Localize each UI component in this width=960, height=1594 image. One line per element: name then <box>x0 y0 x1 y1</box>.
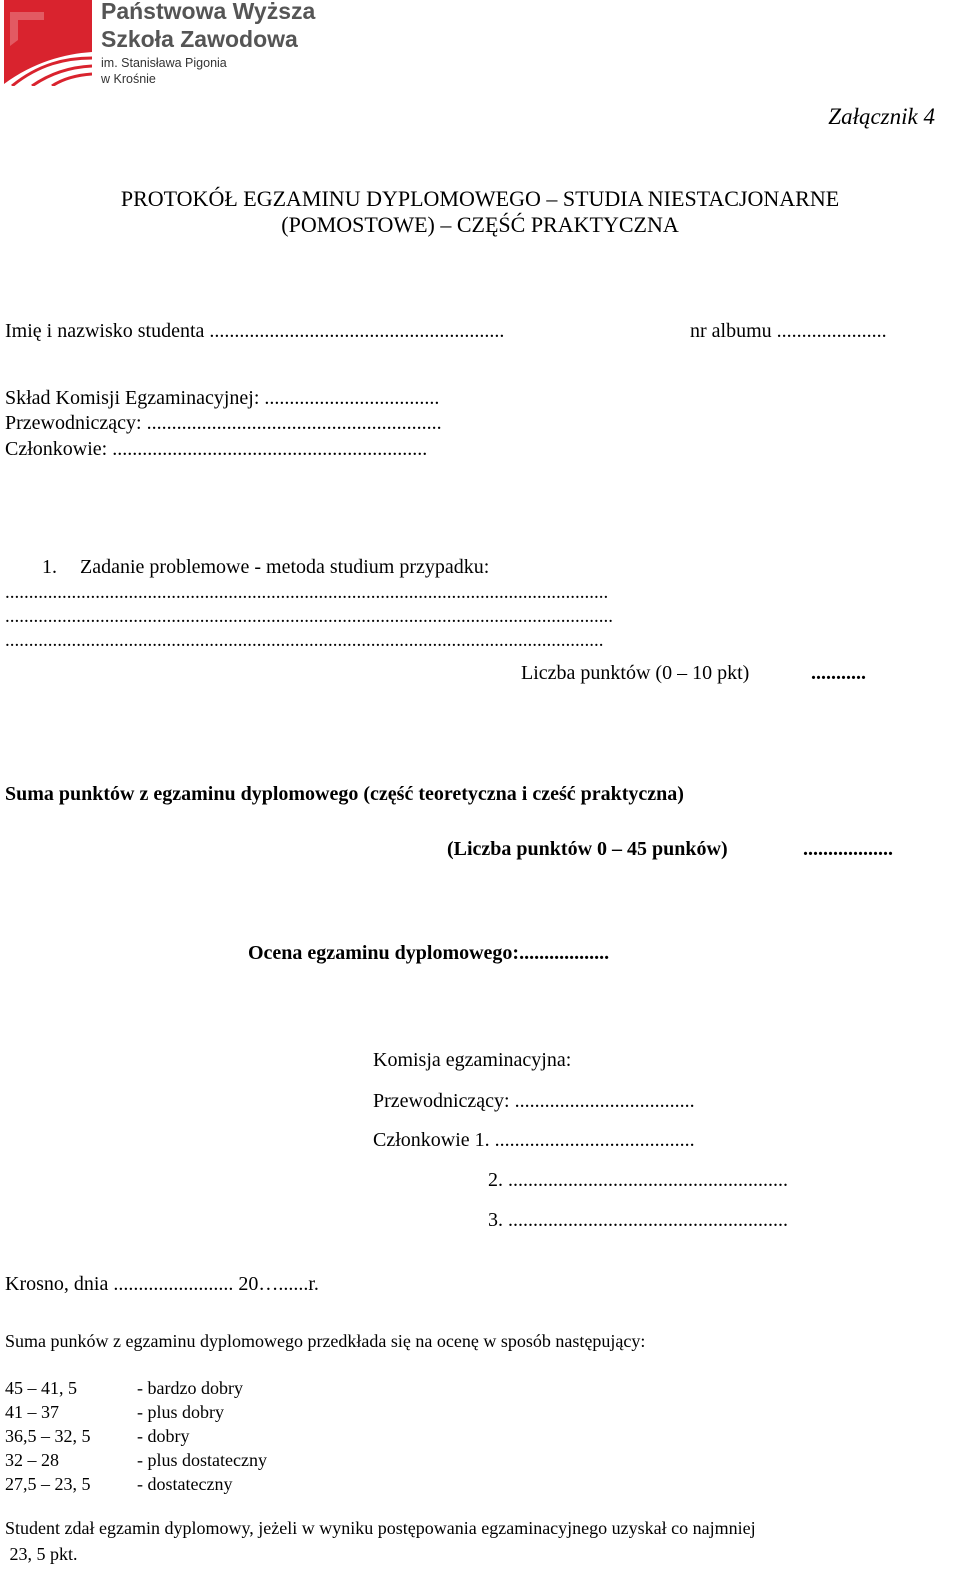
task-title: Zadanie problemowe - metoda studium przypadku: <box>80 556 490 578</box>
footer-note-line1: Student zdał egzamin dyplomowy, jeżeli w wyniku postępowania egzaminacyjnego uzyskał co najmniej <box>5 1518 756 1538</box>
signature-member-3: 3. ........................................................ <box>488 1209 788 1231</box>
scale-grade: - dobry <box>137 1426 190 1446</box>
committee-heading: Skład Komisji Egzaminacyjnej: ................................... <box>5 387 440 409</box>
task-answer-line2: ................................................................................................................................ <box>5 606 613 627</box>
logo-sub-line2: w Krośnie <box>101 71 156 86</box>
grade-label: Ocena egzaminu dyplomowego:.................. <box>248 942 610 964</box>
scale-grade: - bardzo dobry <box>137 1378 243 1398</box>
scale-range: 41 – 37 <box>5 1402 59 1422</box>
scale-intro: Suma punków z egzaminu dyplomowego przedkłada się na ocenę w sposób następujący: <box>5 1331 646 1351</box>
scale-grade: - plus dostateczny <box>137 1450 267 1470</box>
scale-grade: - plus dobry <box>137 1402 224 1422</box>
signature-member-2: 2. ........................................................ <box>488 1169 788 1191</box>
logo-name <box>101 0 315 51</box>
logo-sub-line1: im. Stanisława Pigonia <box>101 56 227 70</box>
footer-note-line2: 23, 5 pkt. <box>5 1544 78 1564</box>
scale-grade: - dostateczny <box>137 1474 233 1494</box>
scale-range: 45 – 41, 5 <box>5 1378 77 1398</box>
signature-chair: Przewodniczący: .................................... <box>373 1090 695 1112</box>
logo-name-line1: Państwowa Wyższa <box>101 0 316 24</box>
sum-range-dots: .................. <box>803 838 893 860</box>
document-title-line1: PROTOKÓŁ EGZAMINU DYPLOMOWEGO – STUDIA NIESTACJONARNE <box>120 186 840 211</box>
task-answer-line1: ............................................................................................................................... <box>5 582 609 603</box>
student-name-field: Imię i nazwisko studenta ........................................................... <box>5 320 505 342</box>
album-number-field: nr albumu ...................... <box>690 320 887 342</box>
place-date-field: Krosno, dnia ........................ 20…......r. <box>5 1273 319 1295</box>
university-logo <box>4 0 334 90</box>
logo-mark-icon <box>4 0 92 86</box>
scale-range: 32 – 28 <box>5 1450 59 1470</box>
sum-heading: Suma punktów z egzaminu dyplomowego (część teoretyczna i cześć praktyczna) <box>5 783 684 805</box>
scale-range: 27,5 – 23, 5 <box>5 1474 91 1494</box>
committee-members-field: Członkowie: ............................................................... <box>5 438 428 460</box>
committee-chair-field: Przewodniczący: ........................................................... <box>5 412 442 434</box>
task-answer-line3: .............................................................................................................................. <box>5 630 604 651</box>
annex-label: Załącznik 4 <box>828 104 935 129</box>
document-title-line2: (POMOSTOWE) – CZĘŚĆ PRAKTYCZNA <box>281 212 679 237</box>
scale-range: 36,5 – 32, 5 <box>5 1426 91 1446</box>
signature-member-1: Członkowie 1. ........................................ <box>373 1129 695 1151</box>
signatures-heading: Komisja egzaminacyjna: <box>373 1049 572 1071</box>
task-points-dots: ........... <box>811 662 866 684</box>
task-number: 1. <box>42 556 57 578</box>
logo-subtitle <box>101 56 227 87</box>
task-points-label: Liczba punktów (0 – 10 pkt) <box>521 662 750 684</box>
logo-name-line2: Szkoła Zawodowa <box>101 26 298 52</box>
sum-range-label: (Liczba punktów 0 – 45 punków) <box>447 838 728 860</box>
